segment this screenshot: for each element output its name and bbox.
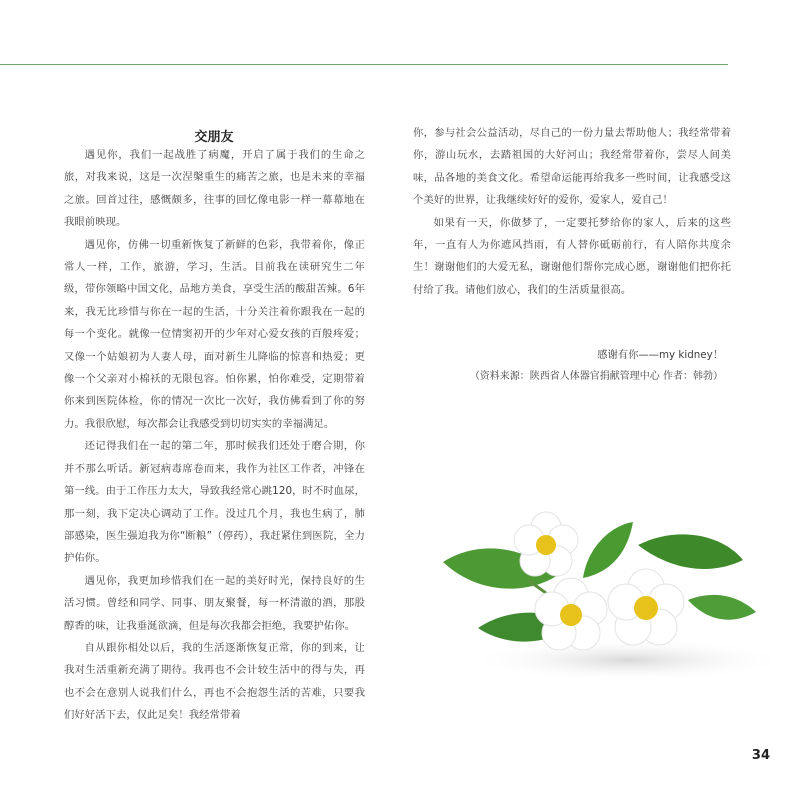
paragraph-5-continued: 你，参与社会公益活动，尽自己的一份力量去帮助他人；我经常带着你，游山玩水，去踏祖国的大好河山；我经常带着你，尝尽人间美味，品各地的美食文化。希望命运能再给我多一些时间，让我感受这个美好的世界，让我继续好好的爱你，爱家人，爱自己！ — [413, 127, 731, 207]
leaf-far-right — [688, 595, 756, 620]
leaf-top — [583, 522, 633, 578]
paragraph-6: 如果有一天，你做梦了，一定要托梦给你的家人，后来的这些年，一直有人为你遮风挡雨，有人替你砥砺前行，有人陪你共度余生！谢谢他们的大爱无私，谢谢他们帮你完成心愿，谢谢他们把你托付给了我。请他们放心，我们的生活质量很高。 — [413, 216, 731, 296]
paragraph-5: 自从跟你相处以后，我的生活逐渐恢复正常，你的到来，让我对生活重新充满了期待。我再也不会计较生活中的得与失，再也不会在意别人说我们什么，再也不会抱怨生活的苦难，只要我们好好活下去，仅此足矣！我经常带着 — [64, 641, 365, 722]
leaf-right — [638, 534, 743, 569]
page-number: 34 — [751, 748, 770, 763]
header-rule — [0, 64, 728, 65]
flower-2 — [535, 578, 607, 650]
right-column — [413, 122, 731, 301]
flower-1 — [514, 512, 578, 576]
strawberry-blossom-illustration — [438, 500, 788, 690]
paragraph-3: 还记得我们在一起的第二年，那时候我们还处于磨合期，你并不那么听话。新冠病毒席卷而来，我作为社区工作者，冲锋在第一线。由于工作压力太大，导致我经常心跳120，时不时血尿，那一刻，我下定决心调动了工作。没过几个月，我也生病了，肺部感染，医生强迫我为你“断粮”（停药），我赶紧住到医院，全力护佑你。 — [64, 440, 365, 565]
left-column — [64, 144, 365, 727]
paragraph-1: 遇见你，我们一起战胜了病魔，开启了属于我们的生命之旅，对我来说，这是一次涅槃重生的痛苦之旅，也是未来的幸福之旅。回首过往，感慨颇多，往事的回忆像电影一样一幕幕地在我眼前映现。 — [64, 149, 365, 229]
paragraph-4: 遇见你，我更加珍惜我们在一起的美好时光，保持良好的生活习惯。曾经和同学、同事、朋友聚餐，每一杯清澈的酒，那股醇香的味，让我垂涎欲滴，但是每次我都会拒绝，我要护佑你。 — [64, 574, 365, 632]
article-title: 交朋友 — [194, 130, 234, 145]
flower-3 — [608, 569, 684, 645]
paragraph-2: 遇见你，仿佛一切重新恢复了新鲜的色彩，我带着你，像正常人一样，工作，旅游，学习，生活。目前我在读研究生二年级，带你领略中国文化，品地方美食，享受生活的酸甜苦辣。6年来，我无比珍惜与你在一起的生活，十分关注着你跟我在一起的每一个变化。就像一位情窦初开的少年对心爱女孩的百般疼爱；又像一个姑娘初为人妻人母，面对新生儿降临的惊喜和热爱；更像一个父亲对小棉袄的无限包容。怕你累，怕你难受，定期带着你来到医院体检，你的情况一次比一次好，我仿佛看到了你的努力。我很欣慰，每次都会让我感受到切切实实的幸福满足。 — [64, 238, 365, 430]
closing-thanks: 感谢有你——my kidney！ — [597, 349, 723, 361]
source-credit: （资料来源：陕西省人体器官捐献管理中心 作者：韩勃） — [469, 371, 723, 382]
